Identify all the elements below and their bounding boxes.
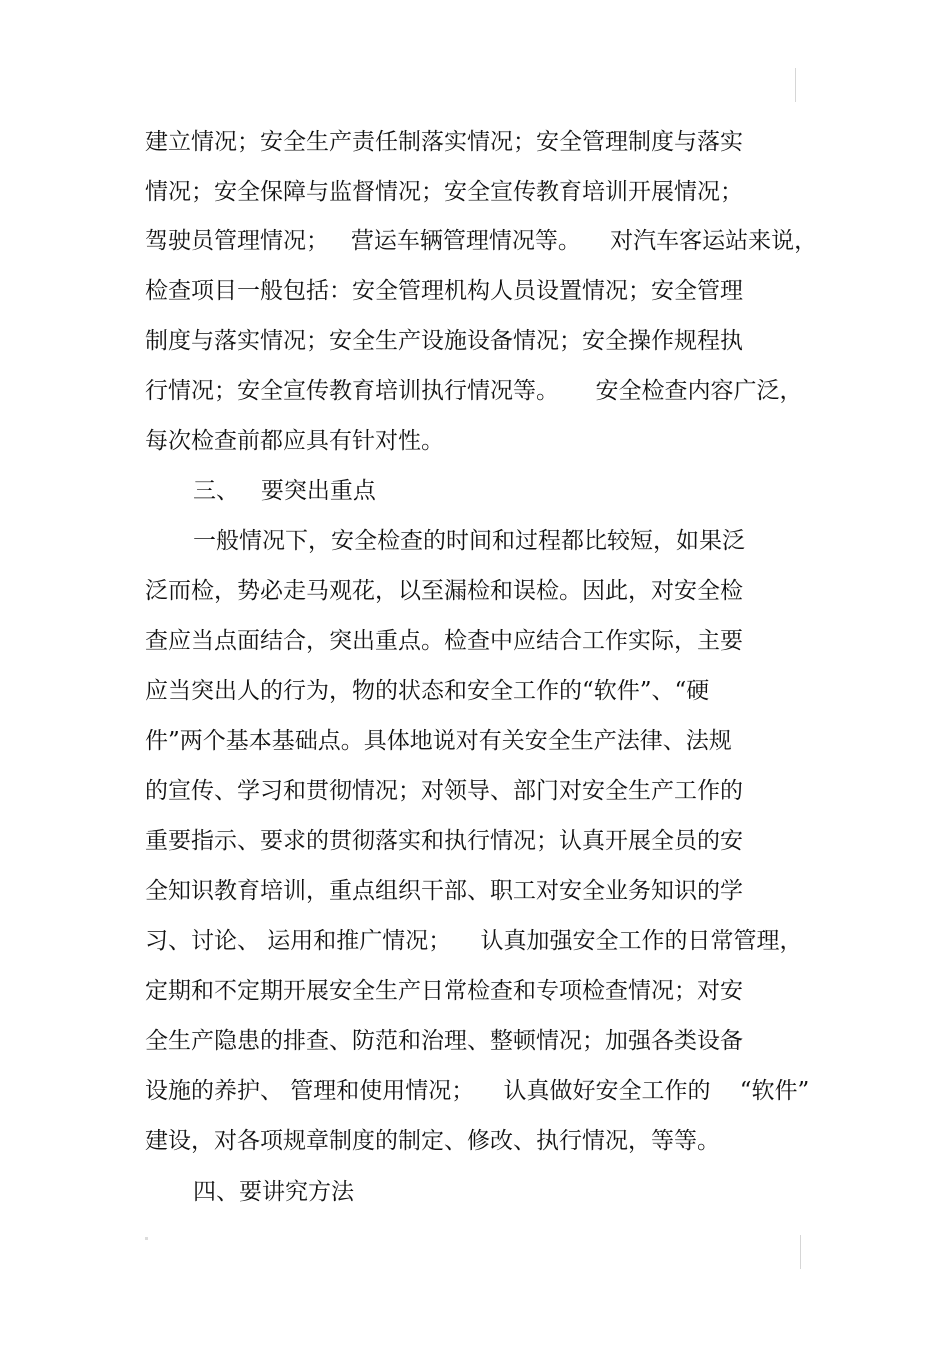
page-corner-mark [145, 1237, 148, 1240]
page-margin-mark-top [795, 68, 796, 102]
paragraph-line: 驾驶员管理情况； 营运车辆管理情况等。 对汽车客运站来说， [145, 228, 818, 254]
paragraph-line: 的宣传、学习和贯彻情况；对领导、部门对安全生产工作的 [145, 778, 743, 804]
paragraph-line: 习、讨论、 运用和推广情况； 认真加强安全工作的日常管理， [145, 928, 803, 954]
paragraph-line: 全生产隐患的排查、防范和治理、整顿情况；加强各类设备 [145, 1028, 743, 1054]
paragraph-line: 行情况；安全宣传教育培训执行情况等。 安全检查内容广泛， [145, 378, 803, 404]
paragraph-line: 重要指示、要求的贯彻落实和执行情况；认真开展全员的安 [145, 828, 743, 854]
paragraph-line: 设施的养护、 管理和使用情况； 认真做好安全工作的 “软件” [145, 1078, 810, 1104]
paragraph-line: 定期和不定期开展安全生产日常检查和专项检查情况；对安 [145, 978, 743, 1004]
paragraph-line: 件”两个基本基础点。具体地说对有关安全生产法律、法规 [145, 728, 732, 754]
paragraph-line: 应当突出人的行为，物的状态和安全工作的“软件”、“硬 [145, 678, 710, 704]
paragraph-line: 制度与落实情况；安全生产设施设备情况；安全操作规程执 [145, 328, 743, 354]
paragraph-line: 查应当点面结合，突出重点。检查中应结合工作实际，主要 [145, 628, 743, 654]
paragraph-line: 建立情况；安全生产责任制落实情况；安全管理制度与落实 [145, 129, 743, 155]
paragraph-line: 建设，对各项规章制度的制定、修改、执行情况，等等。 [145, 1128, 720, 1154]
section-heading-4: 四、要讲究方法 [193, 1179, 354, 1205]
paragraph-line: 检查项目一般包括：安全管理机构人员设置情况；安全管理 [145, 278, 743, 304]
paragraph-line: 每次检查前都应具有针对性。 [145, 428, 444, 454]
paragraph-line: 一般情况下，安全检查的时间和过程都比较短，如果泛 [193, 528, 745, 554]
paragraph-line: 情况；安全保障与监督情况；安全宣传教育培训开展情况； [145, 179, 743, 205]
section-heading-3: 三、 要突出重点 [193, 478, 376, 504]
paragraph-line: 全知识教育培训，重点组织干部、职工对安全业务知识的学 [145, 878, 743, 904]
paragraph-line: 泛而检，势必走马观花，以至漏检和误检。因此，对安全检 [145, 578, 743, 604]
page-margin-mark-bottom [800, 1235, 801, 1269]
